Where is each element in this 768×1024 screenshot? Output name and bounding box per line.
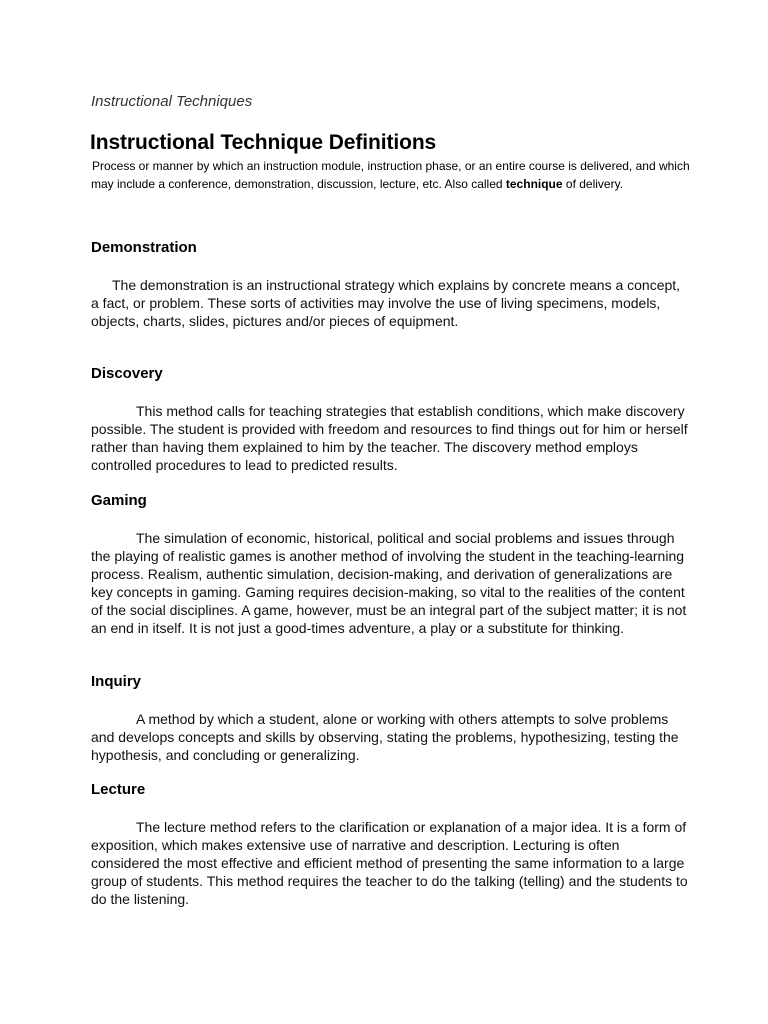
section-heading-discovery: Discovery	[91, 365, 163, 382]
intro-text-before: Process or manner by which an instruction module, instruction phase, or an entire course is delivered, and which may include a conference, demonstration, discussion, lecture, etc. Also called	[91, 159, 690, 191]
section-body-inquiry: A method by which a student, alone or working with others attempts to solve problems and develops concepts and skills by observing, stating the problems, hypothesizing, testing the hypothesis, and concluding or generalizing.	[91, 711, 679, 763]
section-heading-lecture: Lecture	[91, 781, 146, 798]
section-heading-inquiry: Inquiry	[91, 673, 142, 690]
section-body-discovery: This method calls for teaching strategies that establish conditions, which make discovery possible. The student is provided with freedom and resources to find things out for him or herself rather than having them explained to him by the teacher. The discovery method employs controlled procedures to lead to predicted results.	[91, 403, 688, 473]
running-header: Instructional Techniques	[91, 93, 253, 110]
intro-emphasis: technique	[505, 177, 563, 191]
intro-paragraph	[91, 157, 691, 193]
page-title: Instructional Technique Definitions	[90, 131, 437, 154]
section-heading-gaming: Gaming	[91, 492, 147, 509]
section-body-lecture: The lecture method refers to the clarification or explanation of a major idea. It is a form of exposition, which makes extensive use of narrative and description. Lecturing is often considered the most effective and efficient method of presenting the same information to a large group of students. This method requires the teacher to do the talking (telling) and the students to do the listening.	[91, 819, 688, 907]
section-body-gaming: The simulation of economic, historical, political and social problems and issues through the playing of realistic games is another method of involving the student in the teaching-learning process. Realism, authentic simulation, decision-making, and derivation of generalizations are key concepts in gaming. Gaming requires decision-making, so vital to the realities of the content of the social disciplines. A game, however, must be an integral part of the subject matter; it is not an end in itself. It is not just a good-times adventure, a play or a substitute for thinking.	[91, 530, 687, 636]
intro-text-after: of delivery.	[562, 177, 624, 191]
section-heading-demonstration: Demonstration	[91, 239, 197, 256]
section-body-demonstration: The demonstration is an instructional strategy which explains by concrete means a concept, a fact, or problem. These sorts of activities may involve the use of living specimens, models, objects, charts, slides, pictures and/or pieces of equipment.	[91, 277, 681, 329]
